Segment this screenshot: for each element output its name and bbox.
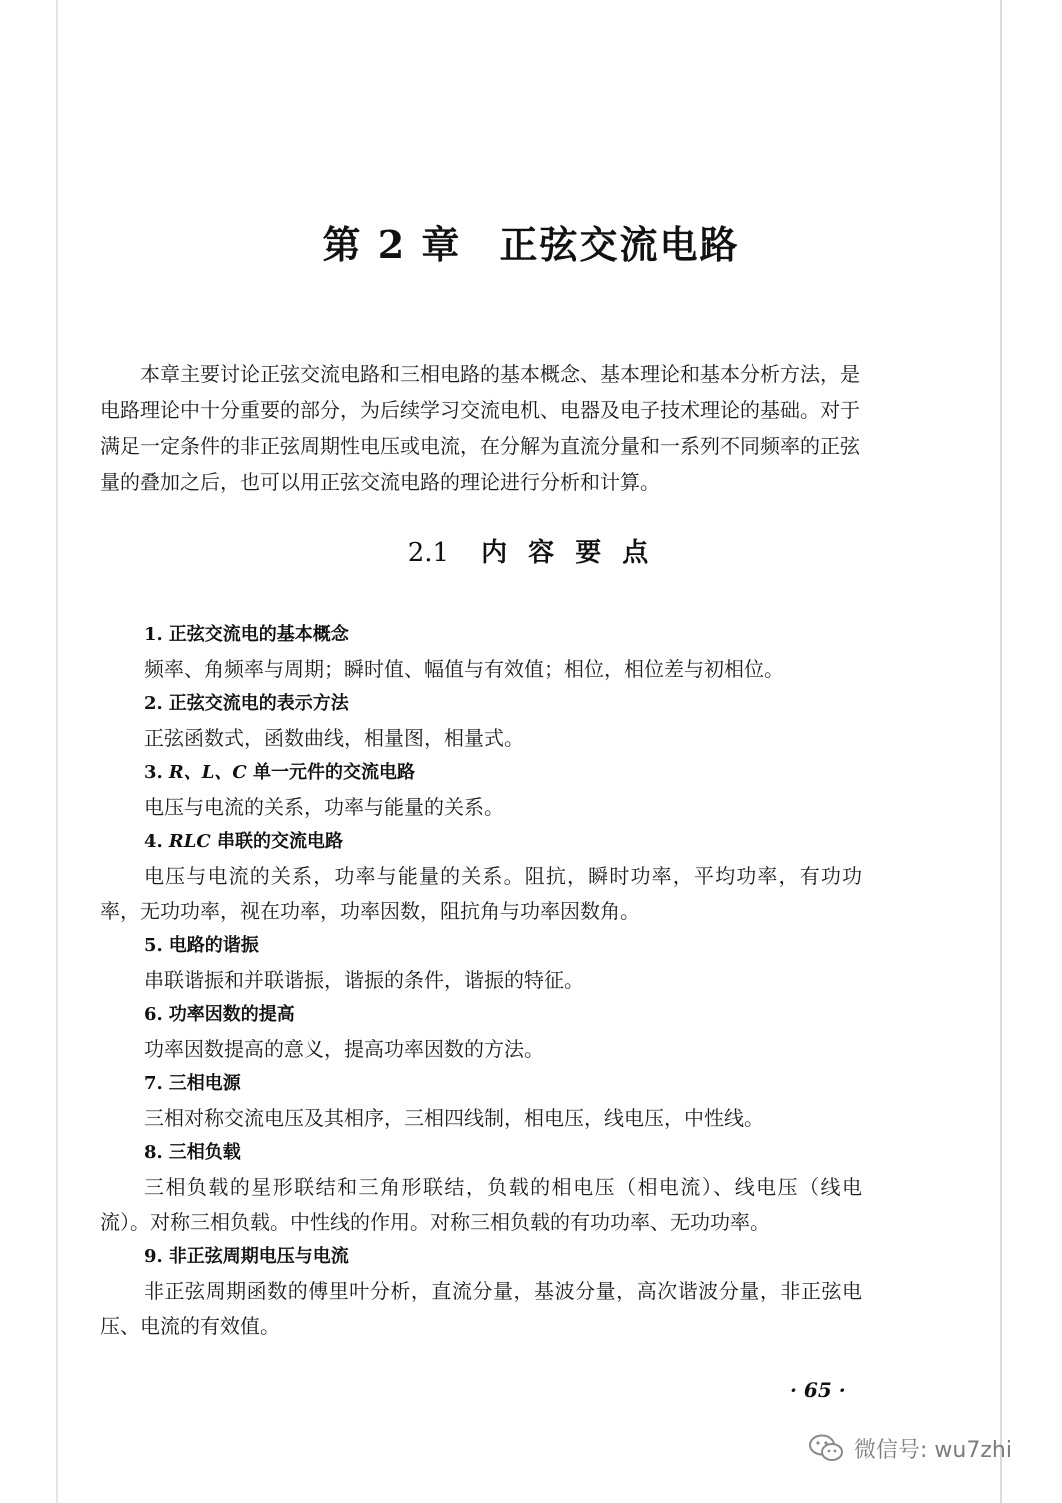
point-body: 电压与电流的关系，功率与能量的关系。 [144,795,504,819]
list-item [100,756,862,825]
page-number: · 65 · [790,1378,846,1402]
point-body: 功率因数提高的意义，提高功率因数的方法。 [144,1037,544,1061]
watermark-text: 微信号: wu7zhi [854,1437,1012,1463]
point-body: 频率、角频率与周期；瞬时值、幅值与有效值；相位，相位差与初相位。 [144,657,784,681]
point-heading: 9. 非正弦周期电压与电流 [144,1246,349,1267]
point-heading: 7. 三相电源 [144,1073,241,1094]
list-item [100,1067,862,1136]
point-heading: 5. 电路的谐振 [144,935,259,956]
list-item [100,1240,862,1344]
point-body: 正弦函数式，函数曲线，相量图，相量式。 [144,726,524,750]
point-body: 三相对称交流电压及其相序，三相四线制，相电压，线电压，中性线。 [144,1106,764,1130]
wechat-watermark [808,1428,1012,1468]
section-number: 2.1 [407,538,450,568]
point-body: 三相负载的星形联结和三角形联结，负载的相电压（相电流）、线电压（线电流）。对称三相负载。中性线的作用。对称三相负载的有功功率、无功功率。 [100,1175,862,1234]
wechat-icon [808,1433,844,1463]
point-heading: 8. 三相负载 [144,1142,241,1163]
point-body: 电压与电流的关系，功率与能量的关系。阻抗，瞬时功率，平均功率，有功功率，无功功率，视在功率，功率因数，阻抗角与功率因数角。 [100,864,862,923]
list-item [100,998,862,1067]
section-name: 内 容 要 点 [481,538,655,568]
list-item [100,825,862,929]
section-title [0,532,1062,569]
list-item [100,687,862,756]
point-heading: 4. RLC 串联的交流电路 [144,831,344,852]
chapter-number: 第 2 章 [322,222,462,267]
point-heading: 2. 正弦交流电的表示方法 [144,693,349,714]
chapter-title [0,214,1062,269]
chapter-intro: 本章主要讨论正弦交流电路和三相电路的基本概念、基本理论和基本分析方法，是电路理论中十分重要的部分，为后续学习交流电机、电器及电子技术理论的基础。对于满足一定条件的非正弦周期性电压或电流，在分解为直流分量和一系列不同频率的正弦量的叠加之后，也可以用正弦交流电路的理论进行分析和计算。 [100,362,860,494]
list-item [100,929,862,998]
list-item [100,618,862,687]
point-heading: 1. 正弦交流电的基本概念 [144,624,349,645]
point-heading: 6. 功率因数的提高 [144,1004,295,1025]
list-item [100,1136,862,1240]
point-body: 非正弦周期函数的傅里叶分析，直流分量，基波分量，高次谐波分量，非正弦电压、电流的有效值。 [100,1279,862,1338]
point-body: 串联谐振和并联谐振，谐振的条件，谐振的特征。 [144,968,584,992]
point-heading: 3. R、L、C 单一元件的交流电路 [144,762,416,783]
chapter-name: 正弦交流电路 [499,222,740,267]
key-points-list [100,618,862,1344]
